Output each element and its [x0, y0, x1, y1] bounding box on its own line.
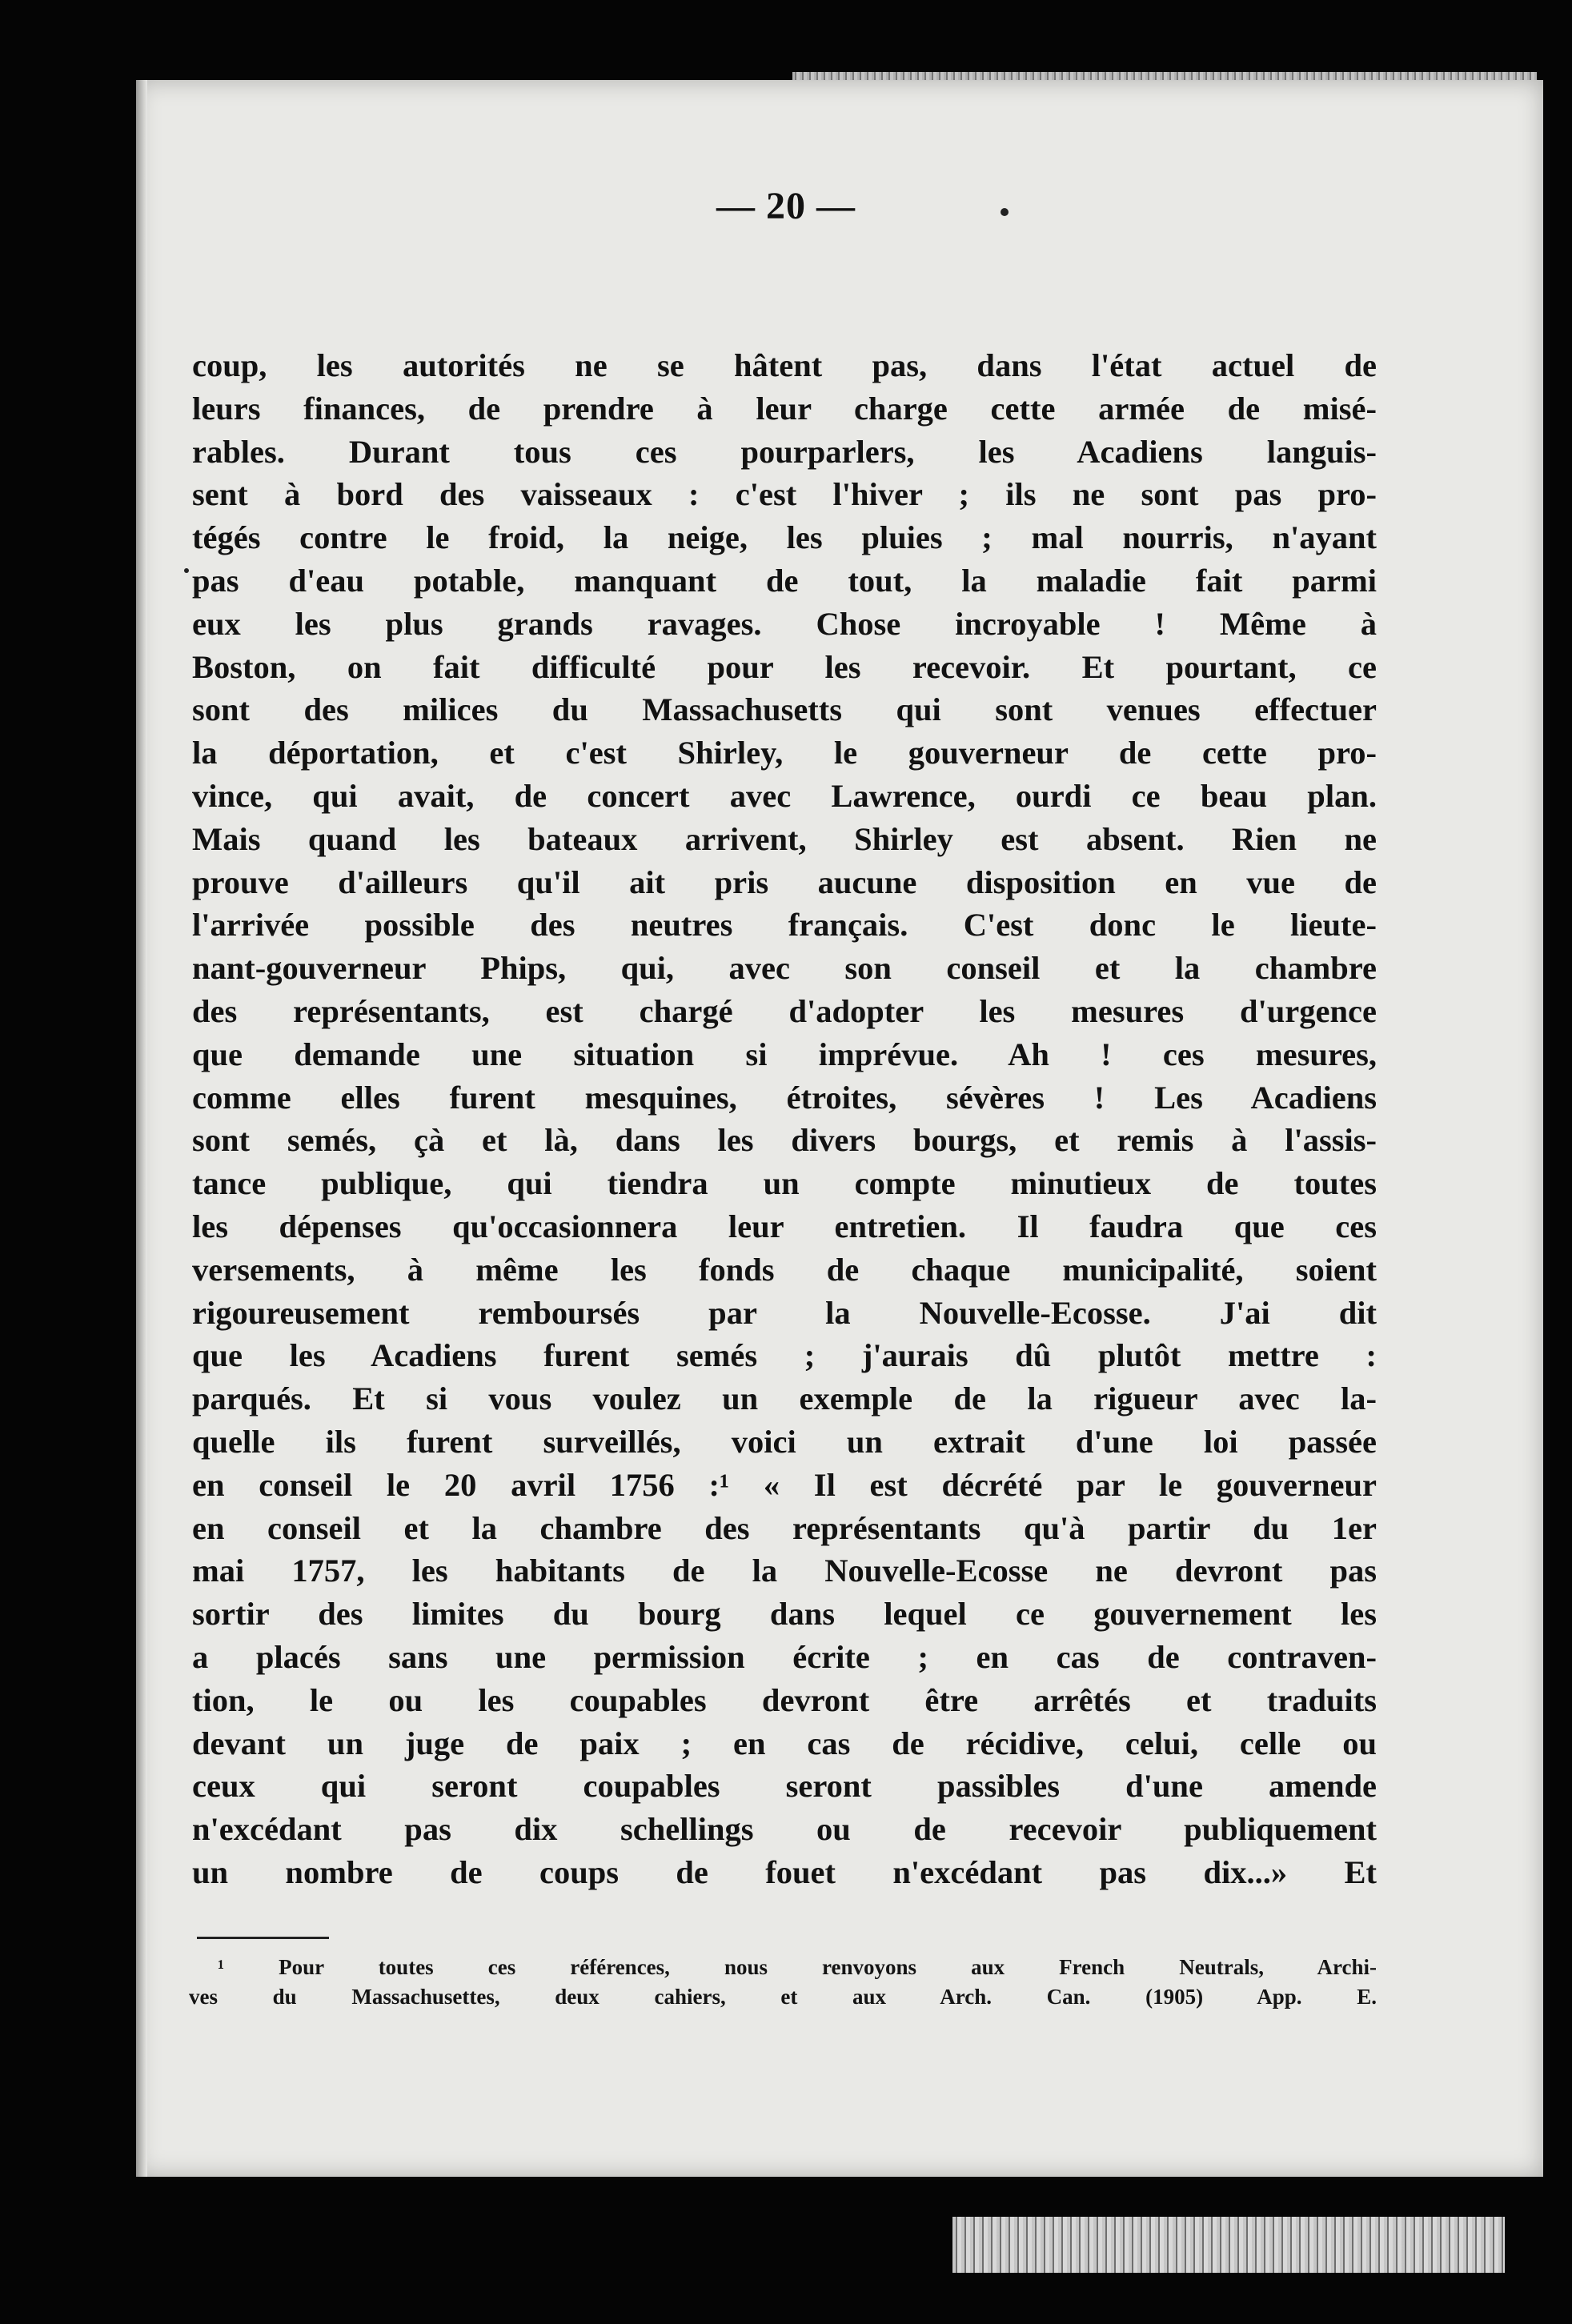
text-line: Mais quand les bateaux arrivent, Shirley est absent. Rien ne: [192, 820, 1377, 857]
body-text: [192, 344, 1377, 1894]
text-line: eux les plus grands ravages. Chose incroyable ! Même à: [192, 605, 1377, 642]
text-line: un nombre de coups de fouet n'excédant pas dix...» Et: [192, 1853, 1377, 1890]
text-line: rables. Durant tous ces pourparlers, les Acadiens languis-: [192, 433, 1377, 470]
text-line: rigoureusement remboursés par la Nouvelle-Ecosse. J'ai dit: [192, 1294, 1377, 1331]
text-line: la déportation, et c'est Shirley, le gouverneur de cette pro-: [192, 735, 1377, 771]
text-line: coup, les autorités ne se hâtent pas, dans l'état actuel de: [192, 347, 1377, 383]
text-line: tance publique, qui tiendra un compte minutieux de toutes: [192, 1165, 1377, 1202]
footnote-line: ¹ Pour toutes ces références, nous renvoyons aux French Neutrals, Archi-: [218, 1955, 1377, 1979]
text-line: que demande une situation si imprévue. Ah ! ces mesures,: [192, 1036, 1377, 1072]
text-line: pas d'eau potable, manquant de tout, la maladie fait parmi: [192, 562, 1377, 599]
page-number: — 20 —: [716, 185, 856, 227]
text-line: quelle ils furent surveillés, voici un extrait d'une loi passée: [192, 1423, 1377, 1460]
text-line: que les Acadiens furent semés ; j'aurais dû plutôt mettre :: [192, 1337, 1377, 1374]
text-line: sont des milices du Massachusetts qui sont venues effectuer: [192, 691, 1377, 728]
text-line: mai 1757, les habitants de la Nouvelle-Ecosse ne devront pas: [192, 1553, 1377, 1589]
text-line: en conseil le 20 avril 1756 :¹ « Il est décrété par le gouverneur: [192, 1466, 1377, 1503]
text-line: Boston, on fait difficulté pour les recevoir. Et pourtant, ce: [192, 648, 1377, 685]
text-line: en conseil et la chambre des représentants qu'à partir du 1er: [192, 1509, 1377, 1546]
text-line: prouve d'ailleurs qu'il ait pris aucune disposition en vue de: [192, 863, 1377, 900]
speck: [184, 568, 189, 573]
text-line: leurs finances, de prendre à leur charge cette armée de misé-: [192, 390, 1377, 427]
text-line: devant un juge de paix ; en cas de récidive, celui, celle ou: [192, 1725, 1377, 1761]
text-line: comme elles furent mesquines, étroites, sévères ! Les Acadiens: [192, 1079, 1377, 1116]
text-line: ceux qui seront coupables seront passibles d'une amende: [192, 1768, 1377, 1805]
text-line: nant-gouverneur Phips, qui, avec son conseil et la chambre: [192, 950, 1377, 987]
footnote-line: ves du Massachusettes, deux cahiers, et aux Arch. Can. (1905) App. E.: [189, 1985, 1377, 2009]
scan-edge-bottom: [952, 2217, 1505, 2273]
text-line: sent à bord des vaisseaux : c'est l'hiver ; ils ne sont pas pro-: [192, 476, 1377, 513]
footnote: [189, 1953, 1377, 2012]
text-line: tion, le ou les coupables devront être arrêtés et traduits: [192, 1681, 1377, 1718]
text-line: sortir des limites du bourg dans lequel ce gouvernement les: [192, 1596, 1377, 1633]
text-line: les dépenses qu'occasionnera leur entretien. Il faudra que ces: [192, 1208, 1377, 1244]
text-line: a placés sans une permission écrite ; en cas de contraven-: [192, 1638, 1377, 1675]
text-line: sont semés, çà et là, dans les divers bourgs, et remis à l'assis-: [192, 1122, 1377, 1159]
text-line: l'arrivée possible des neutres français. C'est donc le lieute-: [192, 907, 1377, 944]
text-line: tégés contre le froid, la neige, les pluies ; mal nourris, n'ayant: [192, 519, 1377, 556]
text-line: versements, à même les fonds de chaque municipalité, soient: [192, 1251, 1377, 1288]
text-line: des représentants, est chargé d'adopter les mesures d'urgence: [192, 992, 1377, 1029]
text-line: n'excédant pas dix schellings ou de recevoir publiquement: [192, 1811, 1377, 1848]
text-line: vince, qui avait, de concert avec Lawrence, ourdi ce beau plan.: [192, 777, 1377, 814]
text-line: parqués. Et si vous voulez un exemple de la rigueur avec la-: [192, 1380, 1377, 1417]
footnote-rule: [197, 1937, 329, 1939]
